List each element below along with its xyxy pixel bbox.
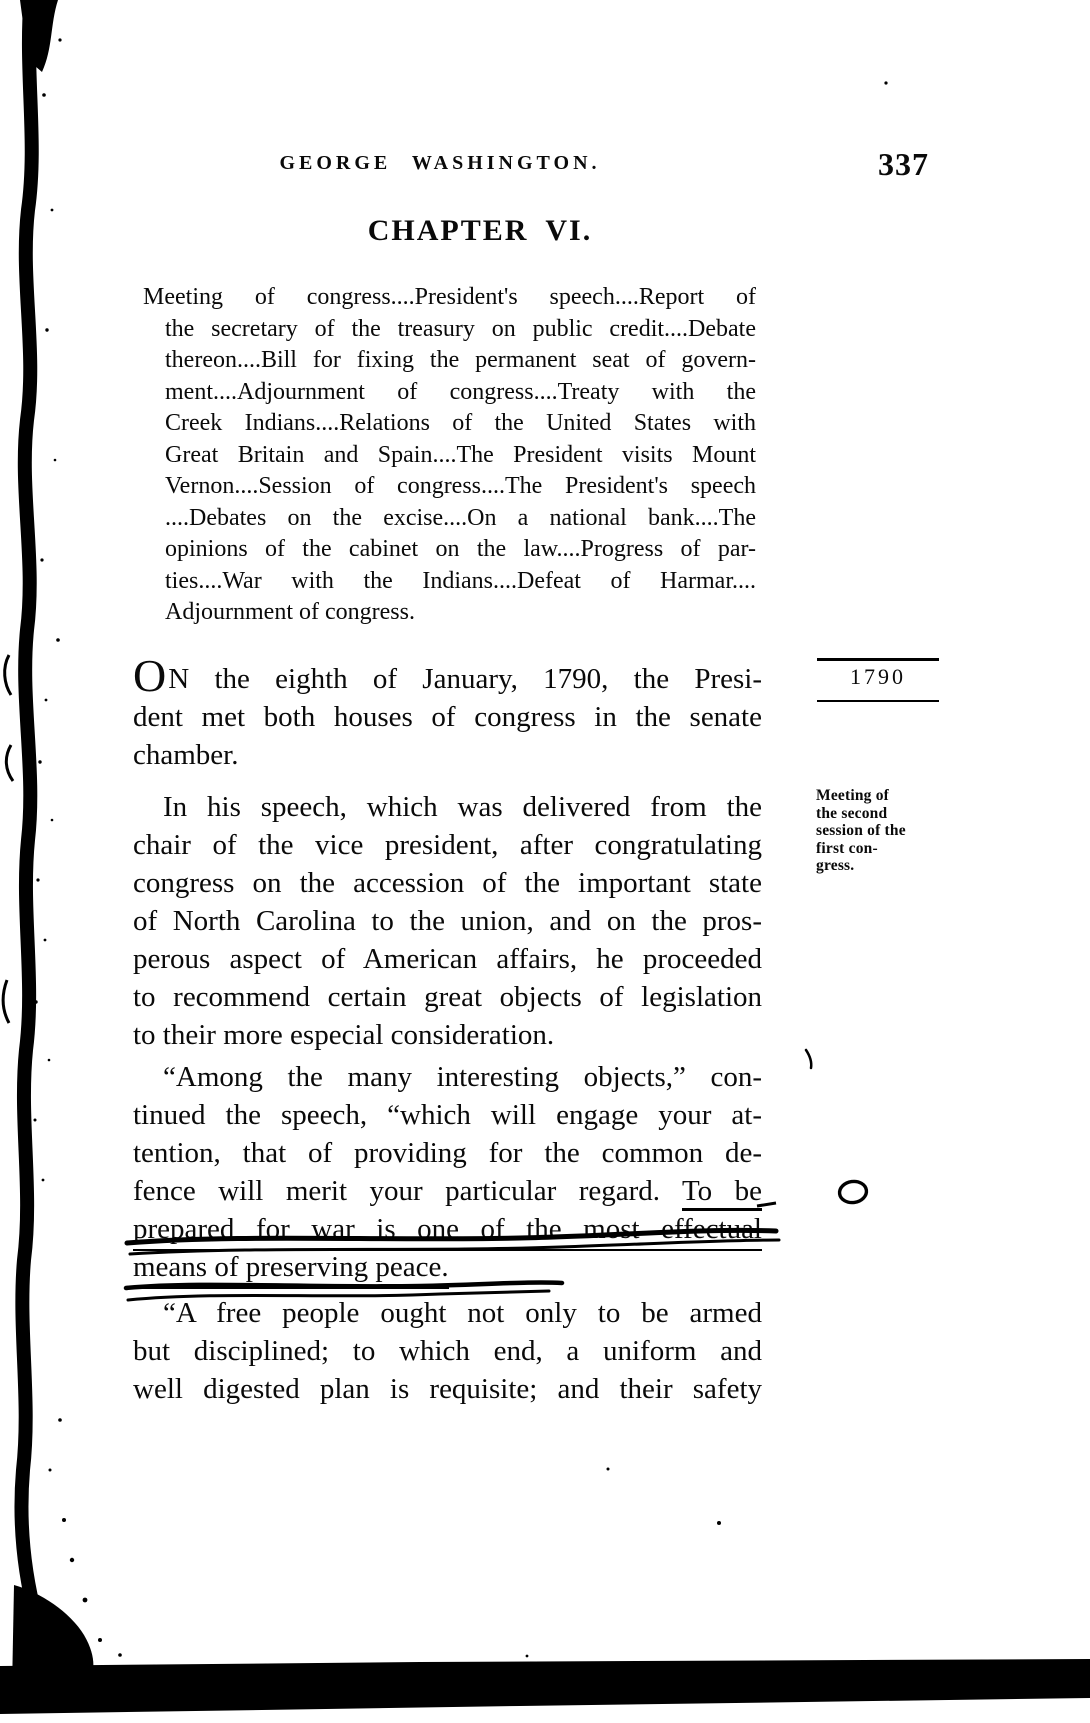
margin-year: 1790 [850,664,906,689]
summary-line: the secretary of the treasury on public credit....Debate [165,315,756,342]
pencil-underlined-text: means of preserving peace. [133,1251,449,1289]
body-line: In his speech, which was delivered from the [163,791,762,823]
body-line: but disciplined; to which end, a uniform and [133,1335,762,1367]
summary-line: ment....Adjournment of congress....Treaty with the [165,378,756,405]
running-title: GEORGE WASHINGTON. [279,152,601,174]
body-line: to recommend certain great objects of legislation [133,981,762,1013]
body-line [133,1172,762,1210]
body-line: tention, that of providing for the common de- [133,1137,762,1169]
summary-line: Adjournment of congress. [165,599,415,625]
body-line: perous aspect of American affairs, he proceeded [133,943,762,975]
body-line [133,1210,762,1248]
body-line: “Among the many interesting objects,” con- [163,1061,762,1093]
body-line: congress on the accession of the important state [133,867,762,899]
body-line: chamber. [133,739,239,771]
body-line: tinued the speech, “which will engage your at- [133,1099,762,1131]
year-rule-top [817,658,939,661]
body-line: dent met both houses of congress in the senate [133,701,762,733]
margin-note-session [816,787,961,875]
body-line [133,650,762,701]
summary-line: opinions of the cabinet on the law....Progress of par- [165,536,756,562]
paragraph-common-defence [133,1058,762,1286]
margin-note-line: the second [816,804,888,822]
summary-line: Creek Indians....Relations of the United States with [165,410,756,436]
paragraph-opening [133,650,762,774]
paragraph-free-people [133,1294,762,1408]
body-line-text: N the eighth of January, 1790, the Presi- [168,663,762,695]
chapter-summary [143,282,756,629]
margin-note-line: Meeting of [816,787,890,804]
body-line: of North Carolina to the union, and on the pros- [133,905,762,937]
margin-note-line: gress. [816,857,855,874]
body-line: well digested plan is requisite; and their safety [133,1373,762,1405]
pencil-underlined-text: prepared for war is one of the most effectual [133,1213,762,1251]
body-line-text: fence will merit your particular regard. [133,1175,682,1207]
summary-line: ties....War with the Indians....Defeat of Harmar.... [165,567,756,594]
body-line: to their more especial consideration. [133,1019,555,1051]
margin-note-line: first con- [816,839,878,857]
pencil-underlined-text: To be [682,1175,762,1211]
summary-line: ....Debates on the excise....On a national bank....The [165,504,756,531]
paragraph-speech-intro [133,788,762,1054]
body-line [133,1248,762,1286]
body-line: “A free people ought not only to be armed [163,1297,762,1329]
chapter-title: CHAPTER VI. [367,214,593,247]
summary-line: Meeting of congress....President's speech....Report of [143,284,756,310]
body-line: chair of the vice president, after congratulating [133,829,762,861]
summary-line: Vernon....Session of congress....The President's speech [165,473,756,499]
summary-line: Great Britain and Spain....The President visits Mount [165,441,756,468]
drop-initial: O [133,650,169,701]
year-rule-bottom [817,700,939,702]
summary-line: thereon....Bill for fixing the permanent seat of govern- [165,347,756,373]
margin-note-line: session of the [816,822,906,839]
page-number: 337 [878,146,929,182]
